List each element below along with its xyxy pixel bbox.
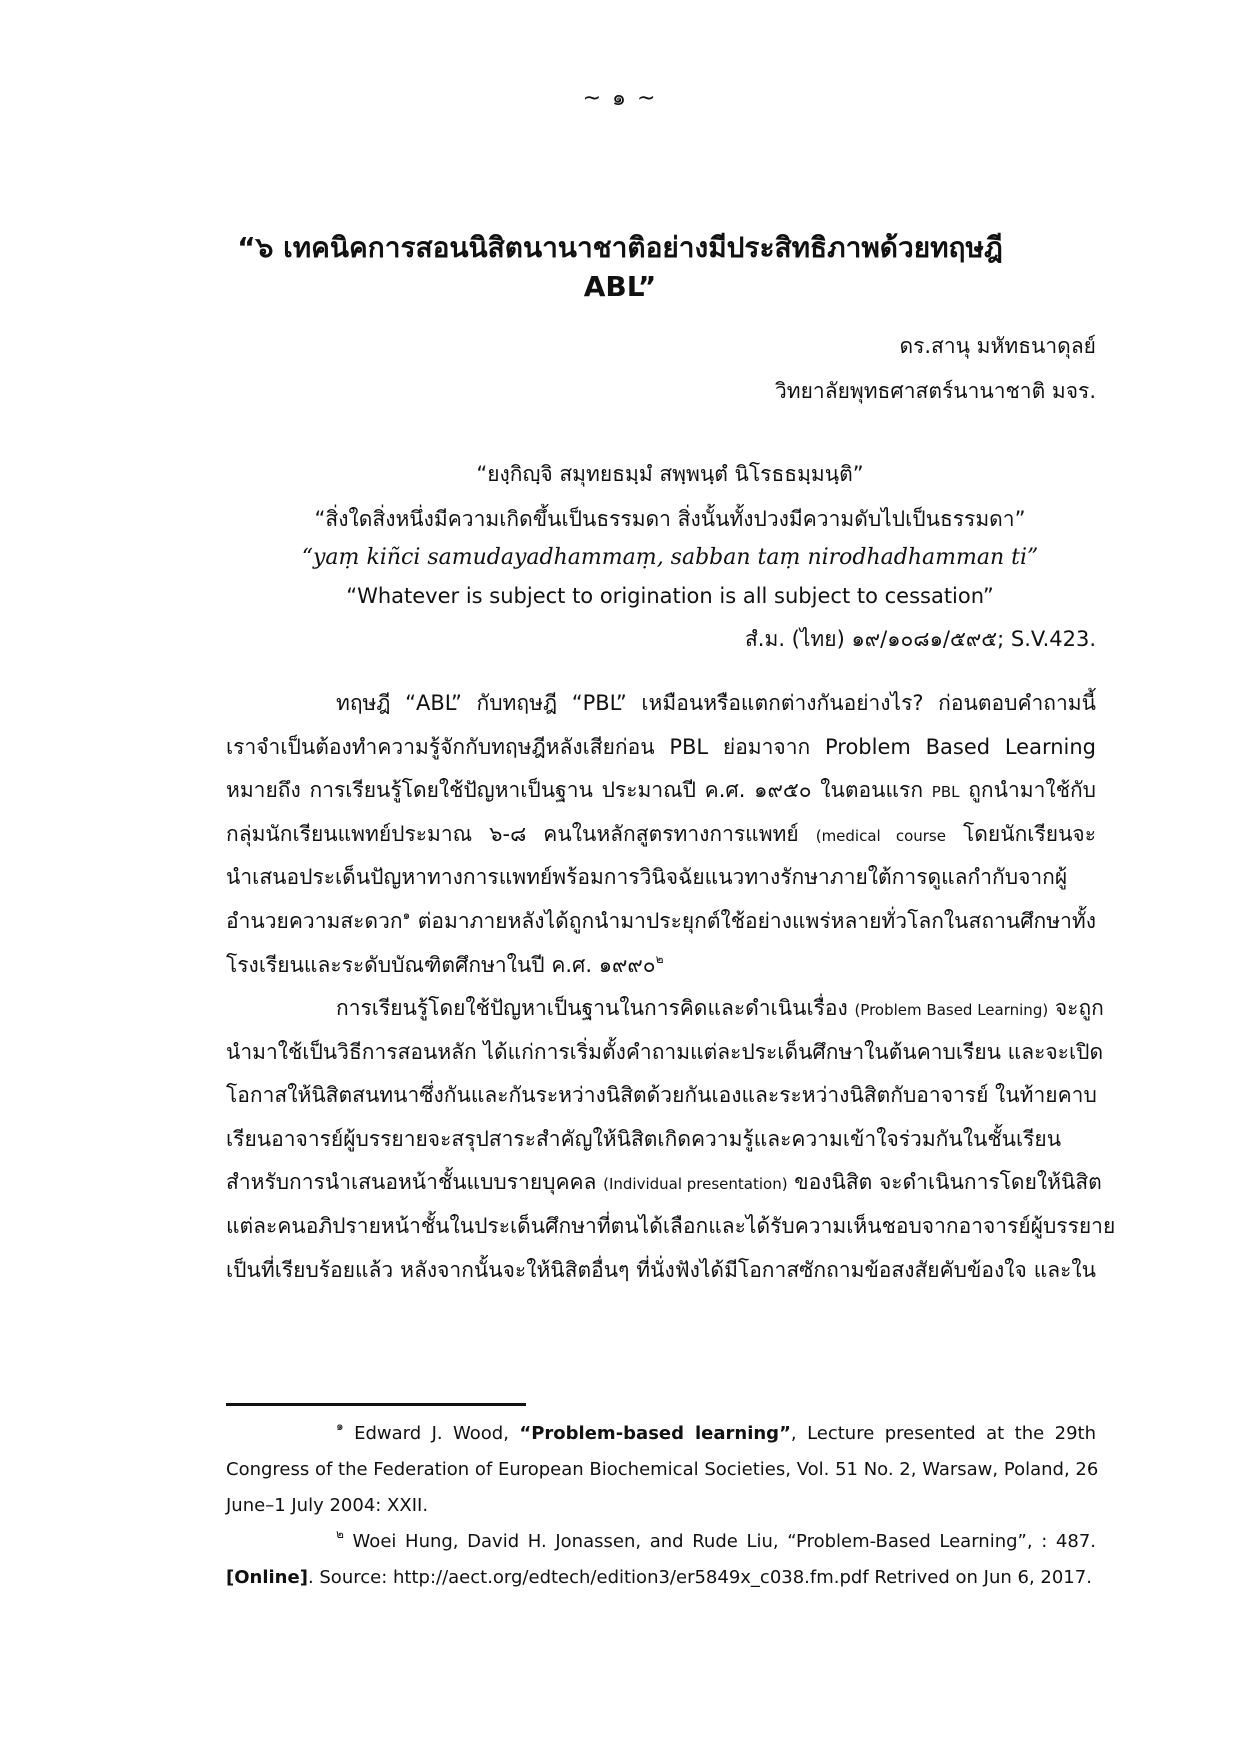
text-line: นำมาใช้เป็นวิธีการสอนหลัก ได้แก่การเริ่มตั้งคำถามแต่ละประเด็นศึกษาในต้นคาบเรียน และจะเปิด	[226, 1039, 1104, 1064]
footnote-2-line: $^๒$ Woei Hung, David H. Jonassen, and Rude Liu, “Problem-Based Learning”, : 487.	[336, 1527, 1096, 1552]
text-line: เป็นที่เรียบร้อยแล้ว หลังจากนั้นจะให้นิสิตอื่นๆ ที่นั่งฟังได้มีโอกาสซักถามข้อสงสัยคับข้องใจ และใน	[226, 1257, 1096, 1282]
epigraph-pali-roman: “yaṃ kiñci samudayadhammaṃ, sabban taṃ nirodhadhamman ti”	[301, 545, 1039, 570]
text-line: เราจำเป็นต้องทำความรู้จักกับทฤษฎีหลังเสียก่อน PBL ย่อมาจาก Problem Based Learning	[226, 734, 1096, 759]
epigraph-pali-thai: “ยงฺกิญฺจิ สมุทยธมฺมํ สพฺพนฺตํ นิโรธธมฺมนฺติ”	[476, 462, 864, 486]
text-line: อำนวยความสะดวก$^๑$ ต่อมาภายหลังได้ถูกนำมาประยุกต์ใช้อย่างแพร่หลายทั่วโลกในสถานศึกษาทั้ง	[226, 907, 1096, 933]
epigraph-english: “Whatever is subject to origination is all subject to cessation”	[346, 584, 994, 608]
paragraph-2	[226, 987, 1116, 1292]
text-line: โรงเรียนและระดับบัณฑิตศึกษาในปี ค.ศ. ๑๙๙๐$^๒$	[226, 951, 664, 977]
text-line: หมายถึง การเรียนรู้โดยใช้ปัญหาเป็นฐาน ประมาณปี ค.ศ. ๑๙๕๐ ในตอนแรก PBL ถูกนำมาใช้กับ	[226, 778, 1096, 803]
footnote-divider	[226, 1403, 526, 1406]
text-line: การเรียนรู้โดยใช้ปัญหาเป็นฐานในการคิดและดำเนินเรื่อง (Problem Based Learning) จะถูก	[336, 996, 1104, 1020]
author-affiliation: วิทยาลัยพุทธศาสตร์นานาชาติ มจร.	[774, 379, 1096, 403]
epigraph-reference: สํ.ม. (ไทย) ๑๙/๑๐๘๑/๕๙๕; S.V.423.	[744, 627, 1096, 651]
footnote-1-line: Congress of the Federation of European Biochemical Societies, Vol. 51 No. 2, Warsaw, Poland, 26	[226, 1459, 1099, 1480]
paragraph-1	[226, 682, 1096, 987]
text-line: แต่ละคนอภิปรายหน้าชั้นในประเด็นศึกษาที่ตนได้เลือกและได้รับความเห็นชอบจากอาจารย์ผู้บรรยาย	[226, 1213, 1116, 1238]
footnote-2-line: [Online]. Source: http://aect.org/edtech/edition3/er5849x_c038.fm.pdf Retrived on Jun 6, 2017.	[226, 1567, 1092, 1588]
page-number: ~ ๑ ~	[582, 86, 658, 111]
article-title: “๖ เทคนิคการสอนนิสิตนานาชาติอย่างมีประสิทธิภาพด้วยทฤษฎี ABL”	[237, 231, 1003, 303]
text-line: นำเสนอประเด็นปัญหาทางการแพทย์พร้อมการวินิจฉัยแนวทางรักษาภายใต้การดูแลกำกับจากผู้	[226, 865, 1068, 890]
footnote-ref-2[interactable]: ๒	[655, 951, 664, 966]
footnote-ref-1[interactable]: ๑	[402, 907, 411, 922]
text-line: โอกาสให้นิสิตสนทนาซึ่งกันและกันระหว่างนิสิตด้วยกันเองและระหว่างนิสิตกับอาจารย์ ในท้ายคาบ	[226, 1083, 1097, 1108]
text-line: กลุ่มนักเรียนแพทย์ประมาณ ๖-๘ คนในหลักสูตรทางการแพทย์ (medical course โดยนักเรียนจะ	[226, 821, 1097, 846]
footnote-1-line: June–1 July 2004: XXII.	[226, 1495, 429, 1516]
footnote-1-line: $^๑$ Edward J. Wood, “Problem-based learning”, Lecture presented at the 29th	[336, 1419, 1096, 1444]
source-link[interactable]: . Source: http://aect.org/edtech/edition3/er5849x_c038.fm.pdf Retrived on Jun 6, 2017.	[307, 1567, 1092, 1588]
epigraph-thai: “สิ่งใดสิ่งหนึ่งมีความเกิดขึ้นเป็นธรรมดา สิ่งนั้นทั้งปวงมีความดับไปเป็นธรรมดา”	[314, 507, 1026, 531]
footnotes	[226, 1416, 1099, 1596]
text-line: เรียนอาจารย์ผู้บรรยายจะสรุปสาระสำคัญให้นิสิตเกิดความรู้และความเข้าใจร่วมกันในชั้นเรียน	[226, 1126, 1062, 1151]
text-line: สำหรับการนำเสนอหน้าชั้นแบบรายบุคคล (Individual presentation) ของนิสิต จะดำเนินการโดยให้นิสิต	[226, 1170, 1102, 1195]
author-name: ดร.สานุ มหัทธนาดุลย์	[899, 334, 1096, 358]
text-line: ทฤษฎี “ABL” กับทฤษฎี “PBL” เหมือนหรือแตกต่างกันอย่างไร? ก่อนตอบคำถามนี้	[336, 691, 1096, 715]
